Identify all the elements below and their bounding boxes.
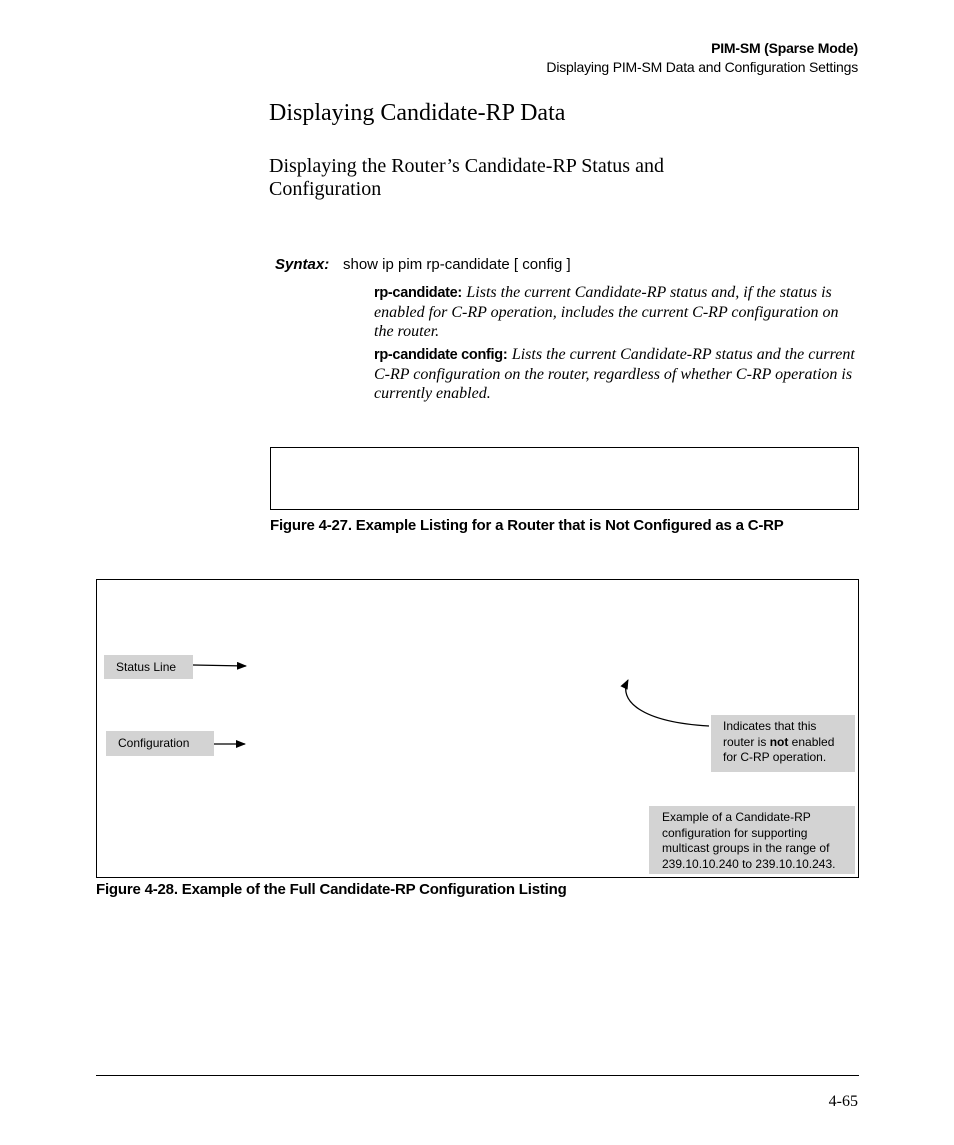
callout-text: Indicates that this router is	[723, 719, 817, 749]
syntax-label: Syntax:	[275, 256, 330, 273]
configuration-callout: Configuration	[106, 731, 214, 756]
callout-text: enabled for C-RP operation.	[723, 734, 835, 764]
subsection-heading: Displaying the Router’s Candidate-RP Status and Configuration	[269, 155, 664, 200]
running-header-subtitle: Displaying PIM-SM Data and Configuration Settings	[546, 59, 858, 75]
status-line-callout: Status Line	[104, 655, 193, 679]
syntax-command: show ip pim rp-candidate [ config ]	[343, 256, 571, 273]
running-header-title: PIM-SM (Sparse Mode)	[711, 40, 858, 56]
callout-emphasis: not	[769, 734, 789, 749]
footer-rule	[96, 1075, 859, 1076]
figure-4-27-caption: Figure 4-27. Example Listing for a Router that is Not Configured as a C-RP	[270, 517, 784, 534]
syntax-term: rp-candidate:	[374, 285, 462, 301]
syntax-term: rp-candidate config:	[374, 347, 508, 363]
not-enabled-arrow	[626, 680, 709, 726]
page-number: 4-65	[828, 1093, 858, 1110]
example-config-callout: Example of a Candidate-RP configuration for supporting multicast groups in the range of 239.10.10.240 to 239.10.10.243.	[649, 806, 855, 874]
status-line-arrow	[193, 665, 246, 666]
section-heading: Displaying Candidate-RP Data	[269, 100, 566, 126]
syntax-description: Lists the current Candidate-RP status and the current C-RP configuration on the router, regardless of whether C-RP operation is currently enabled.	[374, 346, 855, 402]
syntax-description: Lists the current Candidate-RP status and, if the status is enabled for C-RP operation, includes the current C-RP configuration on the router.	[374, 284, 839, 340]
figure-4-28-caption: Figure 4-28. Example of the Full Candidate-RP Configuration Listing	[96, 881, 567, 898]
